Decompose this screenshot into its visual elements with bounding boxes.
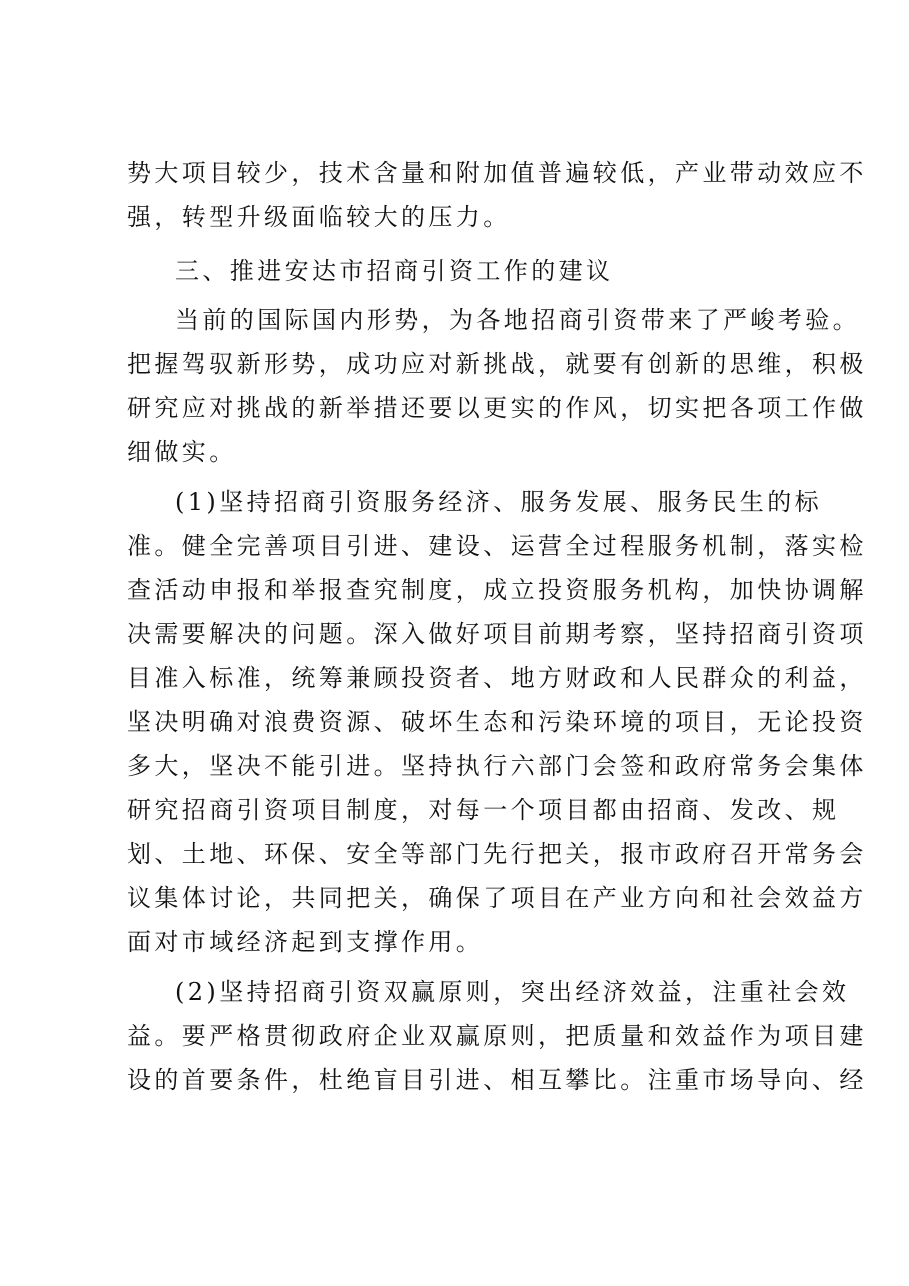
text-line: 划、土地、环保、安全等部门先行把关，报市政府召开常务会 bbox=[127, 840, 867, 868]
text-line: 决需要解决的问题。深入做好项目前期考察，坚持招商引资项 bbox=[127, 620, 867, 648]
text-line: 坚决明确对浪费资源、破坏生态和污染环境的项目，无论投资 bbox=[127, 708, 867, 736]
text-line: 益。要严格贯彻政府企业双赢原则，把质量和效益作为项目建 bbox=[127, 1022, 867, 1050]
text-line: 把握驾驭新形势，成功应对新挑战，就要有创新的思维，积极 bbox=[127, 350, 867, 378]
text-line: 势大项目较少，技术含量和附加值普遍较低，产业带动效应不 bbox=[127, 159, 867, 187]
text-line: 查活动申报和举报查究制度，成立投资服务机构，加快协调解 bbox=[127, 576, 867, 604]
section-heading: 三、推进安达市招商引资工作的建议 bbox=[175, 257, 614, 285]
paragraph-first-line: (2)坚持招商引资双赢原则，突出经济效益，注重社会效 bbox=[175, 978, 850, 1006]
text-line: 面对市域经济起到支撑作用。 bbox=[127, 928, 484, 956]
text-line: 议集体讨论，共同把关，确保了项目在产业方向和社会效益方 bbox=[127, 884, 867, 912]
text-line: 细做实。 bbox=[127, 438, 237, 466]
text-line: 强，转型升级面临较大的压力。 bbox=[127, 203, 511, 231]
text-line: 设的首要条件，杜绝盲目引进、相互攀比。注重市场导向、经 bbox=[127, 1066, 867, 1094]
paragraph-first-line: 当前的国际国内形势，为各地招商引资带来了严峻考验。 bbox=[175, 306, 860, 334]
paragraph-first-line: (1)坚持招商引资服务经济、服务发展、服务民生的标 bbox=[175, 488, 822, 516]
text-line: 目准入标准，统筹兼顾投资者、地方财政和人民群众的利益， bbox=[127, 664, 867, 692]
text-line: 准。健全完善项目引进、建设、运营全过程服务机制，落实检 bbox=[127, 532, 867, 560]
text-line: 研究应对挑战的新举措还要以更实的作风，切实把各项工作做 bbox=[127, 394, 867, 422]
text-line: 多大，坚决不能引进。坚持执行六部门会签和政府常务会集体 bbox=[127, 752, 867, 780]
text-line: 研究招商引资项目制度，对每一个项目都由招商、发改、规 bbox=[127, 796, 840, 824]
